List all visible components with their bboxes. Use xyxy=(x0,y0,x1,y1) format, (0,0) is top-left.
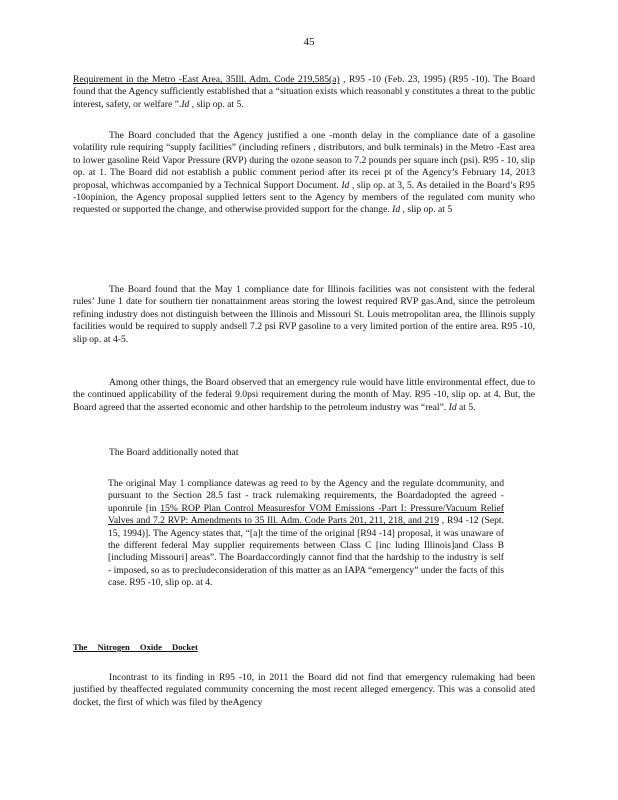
id-citation: Id xyxy=(341,179,350,191)
paragraph-text xyxy=(73,284,535,346)
block-quote xyxy=(108,478,504,590)
rulemaking-title: 15% ROP Plan Control Measuresfor VOM Emissions -Part I: Pressure/Vacuum Relief Valves and 7.2 RVP: Amendments to 35 Ill. Adm. Code Parts 201, 211, 218, and 219 xyxy=(108,502,504,527)
text-segment: , slip op. at 5 xyxy=(400,204,453,216)
paragraph-text xyxy=(73,447,535,459)
section-heading: The Nitrogen Oxide Docket xyxy=(73,642,198,652)
text-segment: , slip op. at 5. xyxy=(189,98,244,110)
quote-text xyxy=(108,478,504,590)
page-number: 45 xyxy=(303,36,315,48)
paragraph-1 xyxy=(73,74,535,111)
paragraph-text xyxy=(73,377,535,414)
paragraph-3 xyxy=(73,284,535,346)
id-citation: Id xyxy=(181,98,190,110)
text-segment: , R95 -10 (Feb. 23, 1995) (R95 -10). The Board found that the Agency sufficiently established that a “situation exists which reasonabl y constitutes a threat to the public interest, safety, or welfare ”. xyxy=(73,74,536,110)
id-citation: Id xyxy=(448,401,457,413)
paragraph-5 xyxy=(73,447,535,459)
paragraph-4 xyxy=(73,377,535,414)
text-segment: Incontrast to its finding in R95 -10, in 2011 the Board did not find that emergency rulemaking had been justified by theaffected regulated community concerning the most recent alleged emergency. This was a consolid ated docket, the first of which was filed by theAgency xyxy=(73,672,535,708)
text-segment: The Board found that the May 1 compliance date for Illinois facilities was not consistent with the federal rules’ June 1 date for southern tier nonattainment areas storing the lowest required RVP gas.And, since the petroleum refining industry does not distinguish between the Illinois and Missouri St. Louis metropolitan area, the Illinois supply facilities would be required to supply andsell 7.2 psi RVP gasoline to a very limited portion of the entire area. R95 -10, slip op. at 4-5. xyxy=(73,284,535,345)
text-segment: at 5. xyxy=(456,401,476,413)
text-segment: , slip op. at 3, 5. As detailed in the Board’s R95 -10opinion, the Agency proposal supplied letters sent to the Agency by members of the regulated com munity who requested or supported the change, and otherwise provided support for the change. xyxy=(73,179,535,216)
text-segment: The Board concluded that the Agency justified a one -month delay in the compliance date of a gasoline volatility rule requiring “supply facilities” (including refiners , distributors, and bulk terminals) in the Metro -East area to lower gasoline Reid Vapor Pressure (RVP) during the ozone season to 7.2 pounds per square inch (psi). R95 - 10, slip op. at 1. The Board did not establish a public comment period after its recei pt of the Agency’s February 14, 2013 proposal, whichwas accompanied by a Technical Support Document. xyxy=(73,130,535,191)
text-segment: The original May 1 compliance datewas ag reed to by the Agency and the regulate dcommunity, and pursuant to the Section 28.5 fast - track rulemaking requirements, the Boardadopted the agreed - uponrule [in xyxy=(108,478,504,514)
regulation-citation: Requirement in the Metro -East Area, 35Ill. Adm. Code 219.585(a) xyxy=(73,74,340,85)
paragraph-text xyxy=(73,74,535,111)
text-segment: , R94 -12 (Sept. 15, 1994)]. The Agency states that, “[a]t the time of the original [R94 -14] proposal, it was unaware of the different federal May supplier requirements between Class C [inc luding Illinois]and Class B [including Missouri] areas”. The Boardaccordingly cannot find that the hardship to the industry is self - imposed, so as to precludeconsideration of this matter as an IAPA “emergency” under the facts of this case. R95 -10, slip op. at 4. xyxy=(108,515,504,589)
paragraph-2 xyxy=(73,130,535,217)
text-segment: Among other things, the Board observed that an emergency rule would have little environmental effect, due to the continued applicability of the federal 9.0psi requirement during the month of May. R95 -10, slip op. at 4. But, the Board agreed that the asserted economic and other hardship to the petroleum industry was “real”. xyxy=(73,377,535,413)
paragraph-text xyxy=(73,130,535,217)
paragraph-text xyxy=(73,672,535,709)
id-citation: Id xyxy=(392,204,401,216)
paragraph-6 xyxy=(73,672,535,709)
text-segment: The Board additionally noted that xyxy=(109,447,239,458)
